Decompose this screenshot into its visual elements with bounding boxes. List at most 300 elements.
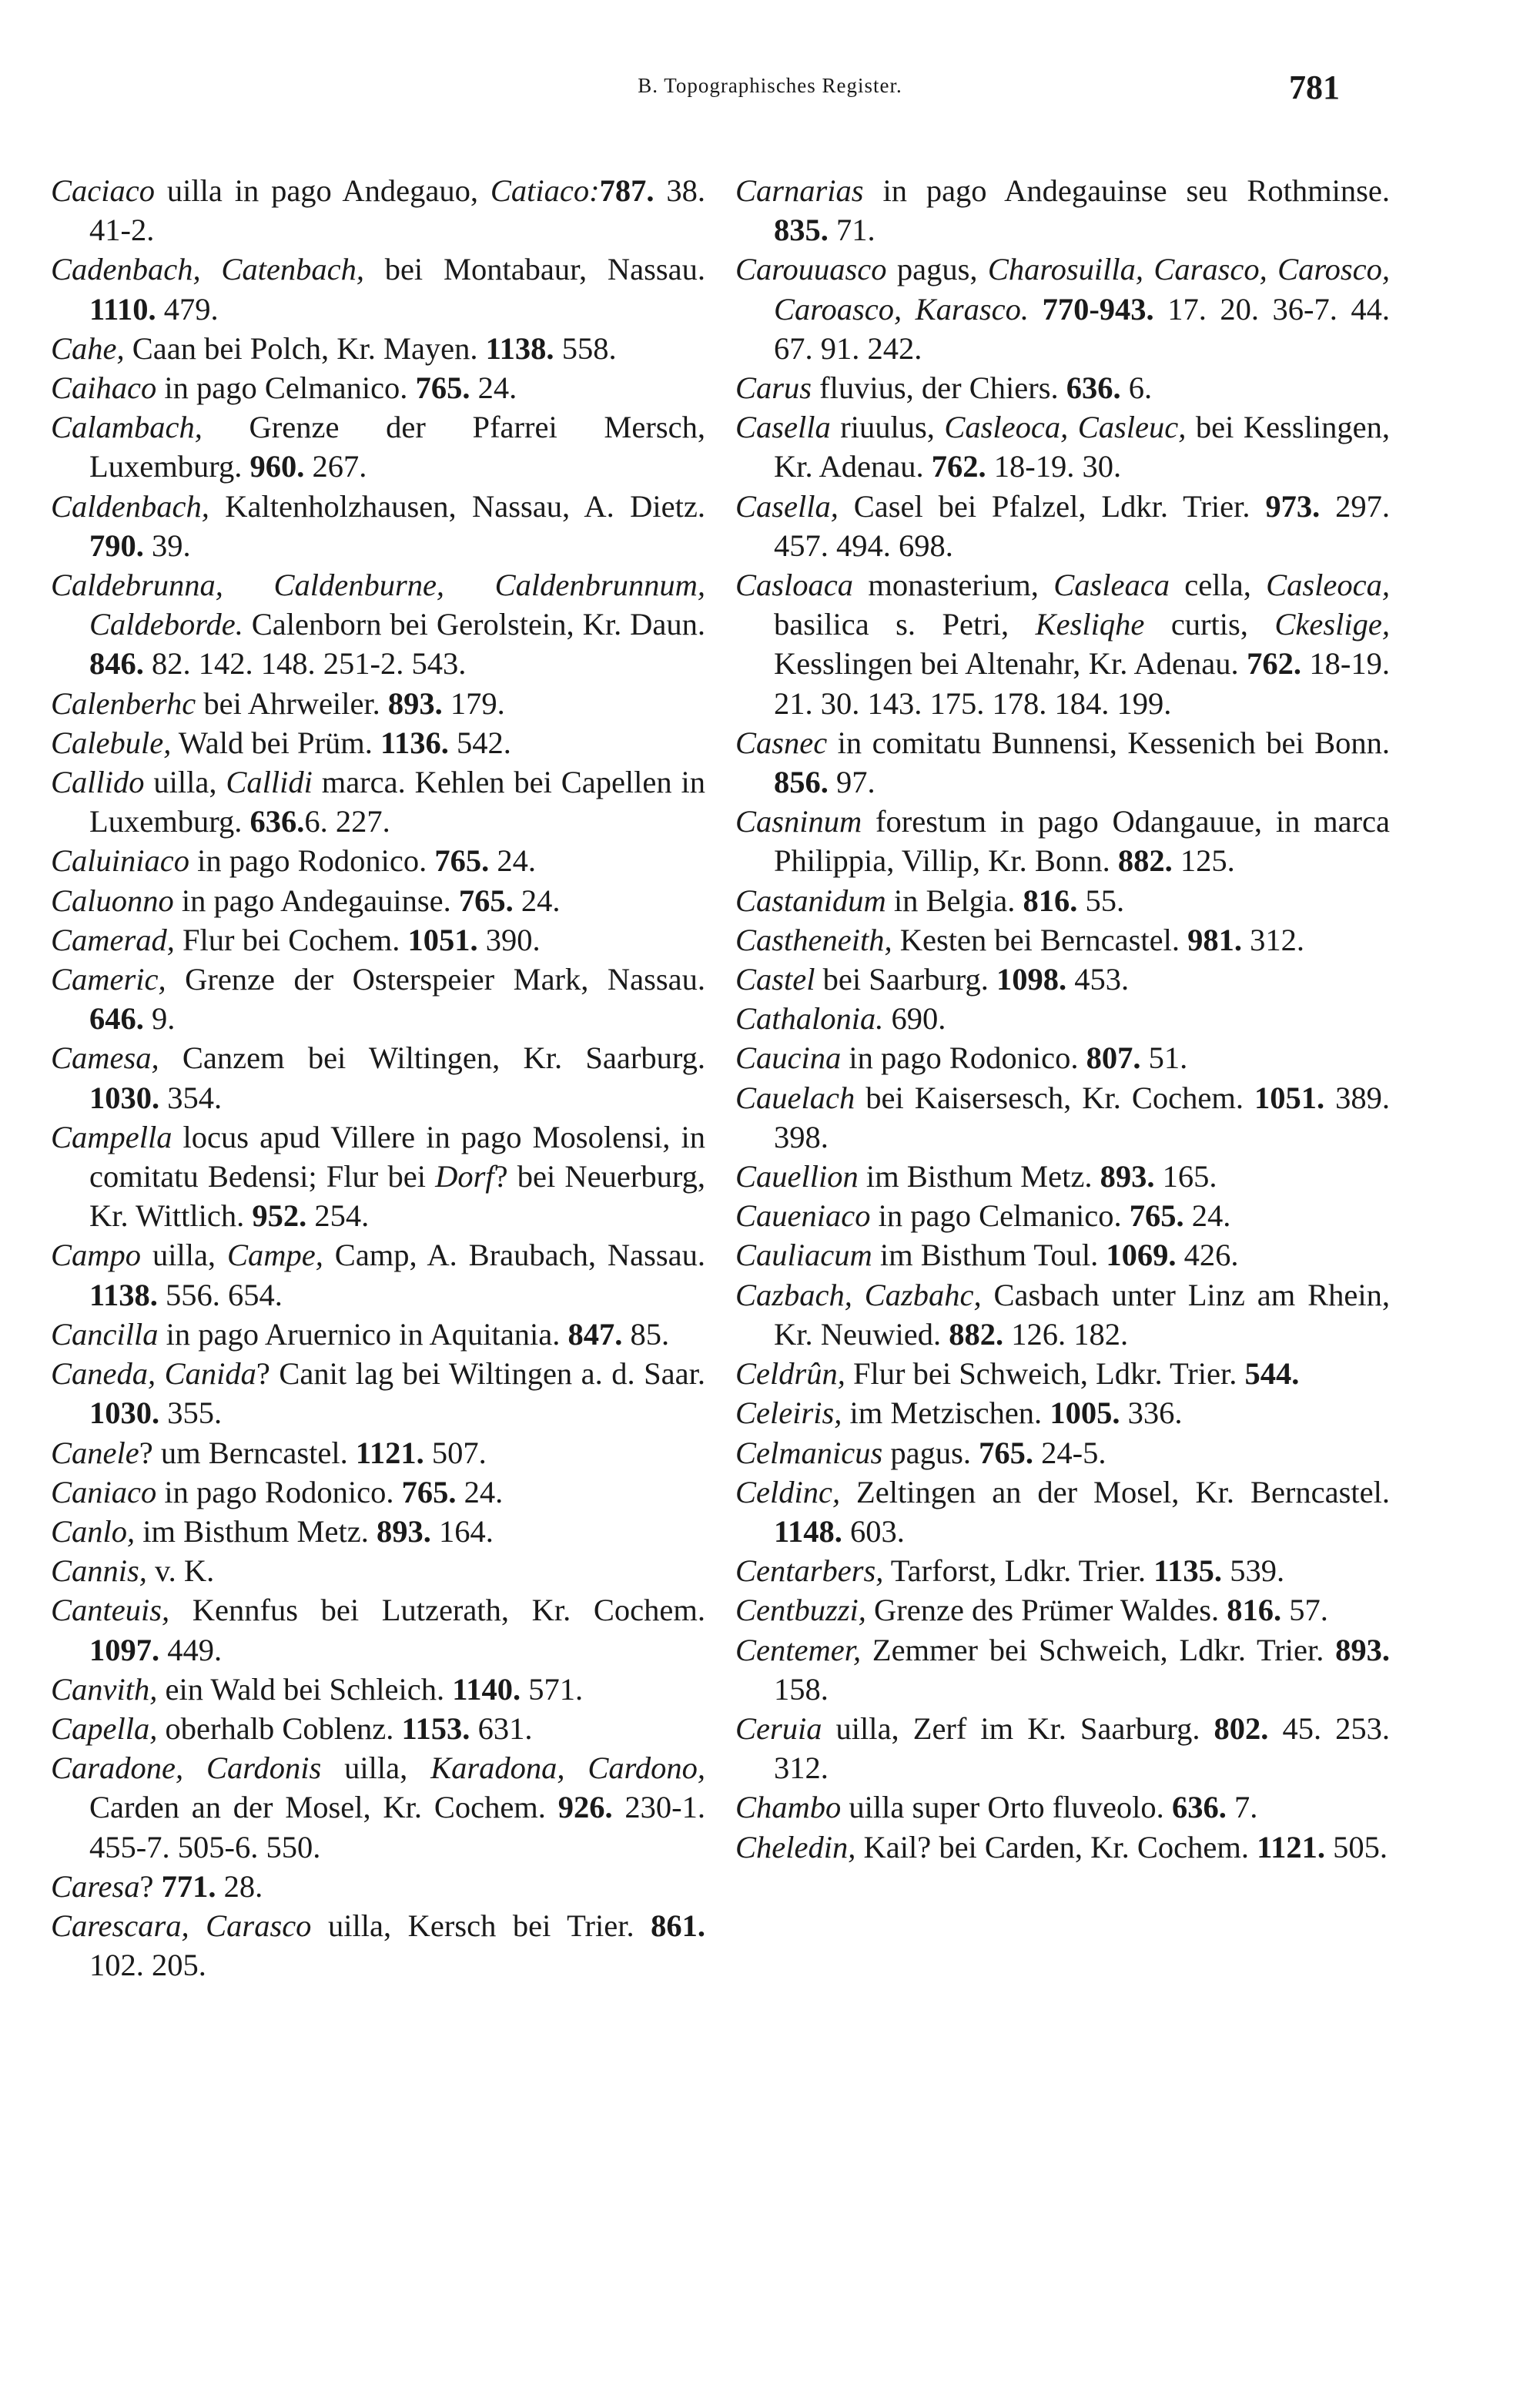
entry-text: oberhalb Coblenz. [157,1710,402,1746]
entry-text: uilla, [144,765,226,800]
register-entry [51,250,705,328]
entry-main-reference: 636. [249,804,305,839]
entry-headword: Callido [51,765,145,800]
entry-text: Flur bei Schweich, Ldkr. Trier. [845,1356,1245,1392]
register-entry [51,1472,705,1512]
entry-main-reference: 847. [567,1316,623,1352]
register-entry [51,723,705,762]
entry-text: monasterium, [853,568,1054,603]
entry-headword: Campe, [227,1238,323,1273]
register-entry [735,960,1390,999]
register-entry [51,841,705,880]
register-entry [51,1433,705,1472]
entry-headword: Campella [51,1119,172,1154]
entry-text: 542. [448,725,511,760]
entry-text: in Belgia. [886,883,1023,918]
entry-headword: Caniaco [51,1474,157,1509]
entry-headword: Castanidum [735,883,886,918]
entry-headword: Cancilla [51,1316,159,1352]
entry-headword: Cauelach [735,1080,855,1115]
entry-text: 390. [477,922,541,957]
entry-headword: Cadenbach, Catenbach, [51,252,364,287]
register-entry [735,171,1390,250]
entry-text: 24. [513,883,561,918]
entry-text: bei Saarburg. [815,962,996,997]
entry-main-reference: 1140. [452,1671,521,1707]
entry-headword: Caluonno [51,883,174,918]
entry-headword: Kesliqhe [1035,607,1145,642]
register-entry [735,1630,1390,1709]
register-entry [51,368,705,407]
entry-text: 603. [842,1513,905,1549]
entry-headword: Cauellion [735,1159,859,1194]
entry-main-reference: 544. [1244,1356,1300,1392]
register-entry [735,1157,1390,1196]
entry-headword: Cauliacum [735,1238,872,1273]
entry-headword: Ceruia [735,1710,822,1746]
entry-headword: Carnarias [735,173,864,208]
entry-main-reference: 636. [1066,370,1121,406]
entry-text: 125. [1172,843,1235,879]
entry-headword: Karadona, Cardono, [430,1750,705,1786]
entry-text: 449. [159,1632,223,1667]
entry-headword: Casninum [735,804,862,839]
entry-main-reference: 762. [1247,646,1301,682]
entry-headword: Camerad, [51,922,175,957]
entry-text: 539. [1222,1553,1285,1589]
entry-headword: Canlo, [51,1513,136,1549]
register-entry [51,1038,705,1117]
entry-text: Grenze des Prümer Waldes. [865,1593,1227,1628]
entry-main-reference: 882. [1117,843,1173,879]
entry-headword: Calambach, [51,410,203,445]
entry-main-reference: 1098. [996,962,1067,997]
entry-headword: Cathalonia. [735,1001,884,1037]
entry-text: in pago Rodonico. [156,1474,402,1509]
entry-headword: Caluiniaco [51,843,189,879]
entry-main-reference: 846. [89,646,144,682]
entry-text: 38. 41-2. [89,173,705,248]
entry-headword: Charosuilla, Carasco, Carosco, Caroasco, Karasco. [774,252,1390,327]
entry-headword: Casleaca [1053,568,1170,603]
register-entry [735,920,1390,960]
entry-text: uilla super Orto fluveolo. [841,1790,1172,1825]
entry-main-reference: 1121. [1257,1829,1325,1864]
entry-text: Carden an der Mosel, Kr. Cochem. [89,1790,558,1825]
register-entry [51,1354,705,1432]
entry-main-reference: 973. [1265,488,1321,524]
register-entry [735,565,1390,723]
entry-headword: Caciaco [51,173,155,208]
entry-text: 126. 182. [1003,1316,1129,1352]
entry-headword: Castheneith, [735,922,892,957]
register-entry [51,1117,705,1236]
entry-headword: Casleoca, Casleuc, [944,410,1187,445]
entry-text: 297. 457. 494. 698. [774,488,1391,563]
entry-main-reference: 856. [774,765,829,800]
entry-headword: Caucina [735,1040,842,1076]
entry-text: 6. [1120,370,1153,406]
entry-text: bei Kesslingen, Kr. Adenau. [774,410,1390,484]
register-entry [735,999,1390,1038]
entry-text: Zemmer bei Schweich, Ldkr. Trier. [861,1632,1336,1667]
entry-headword: Caradone, Cardonis [51,1750,322,1786]
entry-main-reference: 770-943. [1042,291,1154,327]
entry-text: 102. 205. [89,1948,206,1983]
entry-text: 24-5. [1033,1435,1106,1470]
register-entry [51,487,705,565]
register-entry [735,1275,1390,1354]
entry-headword: Cahe, [51,330,125,366]
entry-main-reference: 1069. [1106,1238,1177,1273]
entry-text: cella, [1169,568,1267,603]
entry-text: 18-19. 21. 30. 143. 175. 178. 184. 199. [774,646,1390,721]
entry-text: 571. [521,1671,584,1707]
entry-text: Kaltenholzhausen, Nassau, A. Dietz. [209,488,705,524]
entry-text: 389. 398. [774,1080,1391,1154]
entry-main-reference: 835. [774,213,829,248]
entry-main-reference: 1097. [89,1632,160,1667]
entry-headword: Caldebrunna, Caldenburne, Caldenbrunnum, Caldeborde. [51,568,705,642]
entry-text: fluvius, der Chiers. [812,370,1066,406]
entry-text: Kesslingen bei Altenahr, Kr. Adenau. [774,646,1247,682]
entry-text: bei Kaisersesch, Kr. Cochem. [855,1080,1254,1115]
entry-text: Calenborn bei Gerolstein, Kr. Daun. [243,607,705,642]
entry-main-reference: 636. [1171,1790,1227,1825]
entry-headword: Canvith, [51,1671,158,1707]
entry-text: uilla, Kersch bei Trier. [311,1908,651,1943]
entry-text: locus apud Villere in pago Mosolensi, in comitatu Bedensi; Flur bei [89,1119,705,1194]
entry-main-reference: 765. [979,1435,1033,1470]
register-entry [735,802,1390,880]
entry-text: 28. [216,1868,263,1904]
entry-text: 55. [1077,883,1125,918]
entry-text: 505. [1324,1829,1388,1864]
entry-headword: Centbuzzi, [735,1593,866,1628]
entry-main-reference: 1005. [1050,1395,1120,1431]
entry-text: ein Wald bei Schleich. [157,1671,453,1707]
entry-text: Wald bei Prüm. [171,725,380,760]
entry-headword: Carouuasco [735,252,887,287]
entry-main-reference: 882. [949,1316,1004,1352]
entry-text: 39. [143,528,191,563]
entry-text: pagus. [882,1435,979,1470]
entry-text: 267. [304,449,367,484]
entry-text: 336. [1120,1395,1183,1431]
entry-text: Casbach unter Linz am Rhein, Kr. Neuwied. [774,1277,1391,1352]
entry-text: in pago Aruernico in Aquitania. [158,1316,568,1352]
register-entry [735,368,1390,407]
entry-text: Grenze der Pfarrei Mersch, Luxemburg. [89,410,705,484]
entry-text: 165. [1154,1159,1217,1194]
entry-main-reference: 926. [557,1790,613,1825]
entry-main-reference: 765. [1129,1198,1184,1234]
entry-text: curtis, [1144,607,1275,642]
register-entry [735,250,1390,368]
entry-text: 71. [828,213,875,248]
entry-main-reference: 981. [1187,922,1242,957]
register-entry [735,1354,1390,1393]
entry-text: 254. [306,1198,370,1234]
entry-text: ? um Berncastel. [139,1435,356,1470]
entry-main-reference: 893. [1100,1159,1155,1194]
entry-headword: Canteuis, [51,1593,170,1628]
register-entry [735,1551,1390,1590]
register-entry [51,565,705,684]
entry-main-reference: 1135. [1153,1553,1223,1589]
entry-text: 24. [456,1474,504,1509]
register-entry [735,1433,1390,1472]
entry-text: 179. [442,685,505,721]
entry-headword: Ckeslige, [1274,607,1390,642]
entry-text: 57. [1281,1593,1328,1628]
entry-headword: Casleoca, [1266,568,1390,603]
register-entry [735,1196,1390,1235]
entry-main-reference: 816. [1227,1593,1282,1628]
entry-main-reference: 1030. [89,1080,160,1115]
entry-main-reference: 1110. [89,291,156,327]
register-entry [51,1235,705,1314]
entry-text [1029,292,1043,327]
entry-main-reference: 1153. [401,1710,470,1746]
entry-text: 6. 227. [304,804,390,839]
entry-headword: Cannis, [51,1553,147,1589]
right-column [735,171,1390,1867]
entry-text: ? Canit lag bei Wiltingen a. d. Saar. [256,1356,705,1392]
register-entry [51,881,705,920]
entry-main-reference: 765. [434,843,490,879]
running-head: B. Topographisches Register. [638,74,902,97]
entry-headword: Casella [735,410,831,445]
entry-text: 97. [828,765,875,800]
entry-text: in pago Celmanico. [156,370,416,406]
entry-main-reference: 960. [249,449,305,484]
entry-headword: Centarbers, [735,1553,884,1589]
register-entry [51,684,705,723]
entry-headword: Centemer, [735,1632,862,1667]
register-entry [735,487,1390,565]
entry-main-reference: 1138. [485,330,554,366]
entry-text: Grenze der Osterspeier Mark, Nassau. [166,962,705,997]
page-number: 781 [1289,69,1340,106]
entry-text: uilla, [141,1238,227,1273]
entry-text: 355. [159,1395,223,1431]
entry-text: uilla, [321,1750,431,1786]
entry-text: ? [139,1868,162,1904]
register-entry [735,1078,1390,1157]
entry-main-reference: 802. [1214,1710,1269,1746]
entry-headword: Casnec [735,725,828,760]
entry-headword: Calebule, [51,725,172,760]
entry-text: 45. 253. 312. [774,1710,1390,1786]
register-entry [51,1709,705,1748]
entry-text: Caan bei Polch, Kr. Mayen. [124,330,486,366]
entry-text: bei Ahrweiler. [196,685,388,721]
entry-headword: Caneda, Canida [51,1356,256,1392]
entry-main-reference: 952. [252,1198,307,1234]
register-entry [735,1038,1390,1077]
entry-text: Kennfus bei Lutzerath, Kr. Cochem. [169,1593,705,1628]
entry-main-reference: 762. [931,449,986,484]
register-entry [735,1709,1390,1787]
entry-text: ? bei Neuerburg, Kr. Wittlich. [89,1159,705,1234]
entry-headword: Calenberhc [51,685,196,721]
register-entry [51,171,705,250]
entry-text: 354. [159,1080,223,1115]
page-header [0,68,1540,114]
entry-headword: Casella, [735,488,839,524]
entry-main-reference: 807. [1086,1040,1141,1076]
entry-headword: Carus [735,370,812,406]
entry-headword: Cameric, [51,962,166,997]
entry-text: Tarforst, Ldkr. Trier. [883,1553,1154,1589]
entry-text: in pago Rodonico. [841,1040,1086,1076]
entry-headword: Celdinc, [735,1474,841,1509]
entry-text: 690. [883,1001,946,1037]
entry-main-reference: 1051. [407,922,478,957]
register-entry [51,1315,705,1354]
entry-text: marca. Kehlen bei Capellen in Luxemburg. [89,765,705,839]
entry-text: v. K. [146,1553,215,1589]
entry-text: uilla in pago Andegauo, [154,173,490,208]
entry-text: 51. [1140,1040,1188,1076]
entry-text: bei Montabaur, Nassau. [363,252,706,287]
entry-headword: Celeiris, [735,1395,842,1431]
entry-text: 24. [470,370,517,406]
entry-main-reference: 787. [599,173,654,208]
register-entry [51,1867,705,1906]
entry-text: 479. [156,291,219,327]
entry-headword: Campo [51,1238,142,1273]
register-entry [51,1748,705,1867]
entry-main-reference: 893. [377,1513,431,1549]
register-entry [735,1590,1390,1630]
register-entry [51,1670,705,1709]
register-entry [51,1512,705,1551]
register-entry [51,960,705,1038]
entry-text: 9. [143,1001,176,1037]
entry-text: im Metzischen. [842,1395,1050,1431]
entry-text: 230-1. 455-7. 505-6. 550. [89,1790,705,1864]
entry-headword: Chambo [735,1790,842,1825]
entry-main-reference: 1030. [89,1395,160,1431]
entry-text: 85. [622,1316,670,1352]
register-entry [735,1828,1390,1867]
entry-text: forestum in pago Odangauue, in marca Philippia, Villip, Kr. Bonn. [774,804,1390,879]
entry-text: im Bisthum Toul. [872,1238,1106,1273]
entry-main-reference: 646. [89,1001,144,1037]
entry-text: 426. [1176,1238,1239,1273]
entry-main-reference: 1138. [89,1277,158,1312]
entry-headword: Caihaco [51,370,157,406]
register-entry [735,1393,1390,1432]
register-entry [51,762,705,841]
left-column [51,171,705,1985]
entry-main-reference: 765. [401,1474,457,1509]
entry-headword: Callidi [226,765,313,800]
entry-text: im Bisthum Metz. [858,1159,1100,1194]
entry-text: in pago Andegauinse. [173,883,459,918]
entry-text: 312. [1241,922,1304,957]
entry-headword: Cheledin, [735,1829,856,1864]
entry-main-reference: 771. [161,1868,216,1904]
entry-text: Zeltingen an der Mosel, Kr. Berncastel. [840,1474,1390,1509]
entry-headword: Caueniaco [735,1198,871,1234]
entry-text: 558. [554,330,617,366]
register-entry [51,407,705,486]
entry-text: in pago Andegauinse seu Rothminse. [863,173,1390,208]
entry-main-reference: 1136. [380,725,449,760]
entry-text: in comitatu Bunnensi, Kessenich bei Bonn. [827,725,1390,760]
register-entry [51,1551,705,1590]
entry-main-reference: 1148. [774,1513,842,1549]
entry-text: Flur bei Cochem. [174,922,408,957]
register-entry [735,881,1390,920]
entry-text: 164. [430,1513,494,1549]
entry-headword: Catiaco: [490,173,600,208]
entry-text: in pago Rodonico. [189,843,435,879]
register-entry [51,920,705,960]
entry-main-reference: 893. [387,685,443,721]
entry-text: Canzem bei Wiltingen, Kr. Saarburg. [159,1040,705,1076]
entry-text: basilica s. Petri, [774,607,1036,642]
entry-text: uilla, Zerf im Kr. Saarburg. [822,1710,1214,1746]
entry-text: 7. [1226,1790,1258,1825]
entry-headword: Dorf [435,1159,494,1194]
entry-text: 556. 654. [157,1277,283,1312]
entry-headword: Cazbach, Cazbahc, [735,1277,982,1312]
register-entry [735,1235,1390,1275]
entry-main-reference: 790. [89,528,144,563]
entry-text: 507. [424,1435,487,1470]
entry-text: in pago Celmanico. [870,1198,1130,1234]
register-entry [51,329,705,368]
entry-text: pagus, [886,252,988,287]
register-entry [735,1472,1390,1551]
entry-main-reference: 765. [458,883,514,918]
entry-text: Camp, A. Braubach, Nassau. [323,1238,706,1273]
entry-headword: Caldenbach, [51,488,209,524]
entry-headword: Celmanicus [735,1435,883,1470]
register-entry [51,1590,705,1669]
entry-text: 158. [774,1671,829,1707]
entry-main-reference: 816. [1023,883,1078,918]
register-entry [51,1906,705,1985]
entry-text: Casel bei Pfalzel, Ldkr. Trier. [838,488,1266,524]
entry-text: 631. [470,1710,533,1746]
entry-headword: Casloaca [735,568,854,603]
entry-headword: Castel [735,962,815,997]
entry-text: 24. [489,843,536,879]
entry-main-reference: 893. [1335,1632,1390,1667]
entry-text: Kail? bei Carden, Kr. Cochem. [855,1829,1257,1864]
entry-main-reference: 861. [651,1908,705,1943]
entry-text: 24. [1183,1198,1231,1234]
entry-headword: Capella, [51,1710,158,1746]
entry-text: Kesten bei Berncastel. [892,922,1188,957]
entry-text: riuulus, [830,410,945,445]
entry-headword: Canele [51,1435,139,1470]
register-entry [735,1787,1390,1827]
entry-main-reference: 765. [415,370,470,406]
entry-text: im Bisthum Metz. [135,1513,377,1549]
entry-text: 453. [1066,962,1130,997]
register-entry [735,407,1390,486]
entry-headword: Caresa [51,1868,140,1904]
entry-headword: Carescara, Carasco [51,1908,312,1943]
entry-text: 82. 142. 148. 251-2. 543. [143,646,467,682]
entry-text: 17. 20. 36-7. 44. 67. 91. 242. [774,291,1390,366]
